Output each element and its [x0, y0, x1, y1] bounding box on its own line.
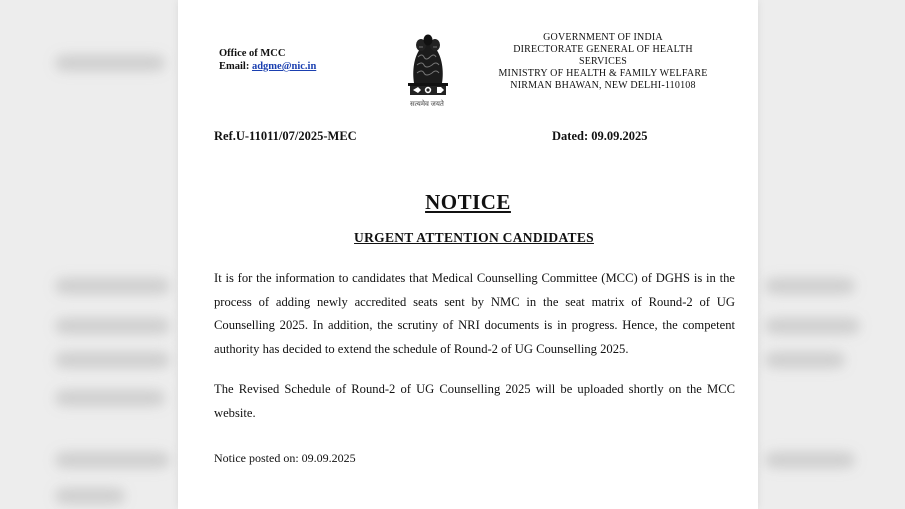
- office-email-line: [219, 60, 316, 73]
- blur-decoration: [55, 452, 170, 468]
- notice-paragraph: The Revised Schedule of Round-2 of UG Counselling 2025 will be uploaded shortly on the MCC website.: [214, 382, 735, 420]
- email-link[interactable]: adgme@nic.in: [251, 61, 317, 72]
- notice-title: NOTICE: [425, 190, 511, 214]
- blur-decoration: [55, 278, 170, 294]
- reference-number: Ref.U-11011/07/2025-MEC: [214, 129, 357, 143]
- notice-subtitle: URGENT ATTENTION CANDIDATES: [354, 230, 594, 245]
- govt-line: DIRECTORATE GENERAL OF HEALTH SERVICES: [513, 44, 693, 67]
- govt-line: NIRMAN BHAWAN, NEW DELHI-110108: [510, 80, 696, 91]
- blur-decoration: [55, 55, 165, 71]
- blur-decoration: [765, 352, 845, 368]
- govt-line: GOVERNMENT OF INDIA: [543, 32, 663, 43]
- email-label: Email:: [219, 61, 250, 72]
- emblem-motto: सत्यमेव जयते: [410, 100, 444, 108]
- blur-decoration: [765, 278, 855, 294]
- office-name: Office of MCC: [219, 48, 286, 59]
- blur-decoration: [765, 318, 860, 334]
- blur-decoration: [55, 318, 170, 334]
- national-emblem-icon: [402, 27, 454, 111]
- posted-on-date: Notice posted on: 09.09.2025: [214, 451, 356, 465]
- blur-decoration: [55, 488, 125, 504]
- blur-decoration: [765, 452, 855, 468]
- notice-paragraph: It is for the information to candidates that Medical Counselling Committee (MCC) of DGHS is in the process of adding newly accredited seats sent by NMC in the seat matrix of Round-2 of UG Counselling 2025. In addition, the scrutiny of NRI documents is in progress. Hence, the competent authority has decided to extend the schedule of Round-2 of UG Counselling 2025.: [214, 271, 735, 356]
- notice-document: [178, 0, 758, 509]
- government-header: [488, 32, 718, 92]
- govt-line: MINISTRY OF HEALTH & FAMILY WELFARE: [498, 68, 708, 79]
- blur-decoration: [55, 390, 165, 406]
- office-block: [219, 47, 316, 73]
- notice-date: Dated: 09.09.2025: [552, 129, 648, 143]
- blur-decoration: [55, 352, 170, 368]
